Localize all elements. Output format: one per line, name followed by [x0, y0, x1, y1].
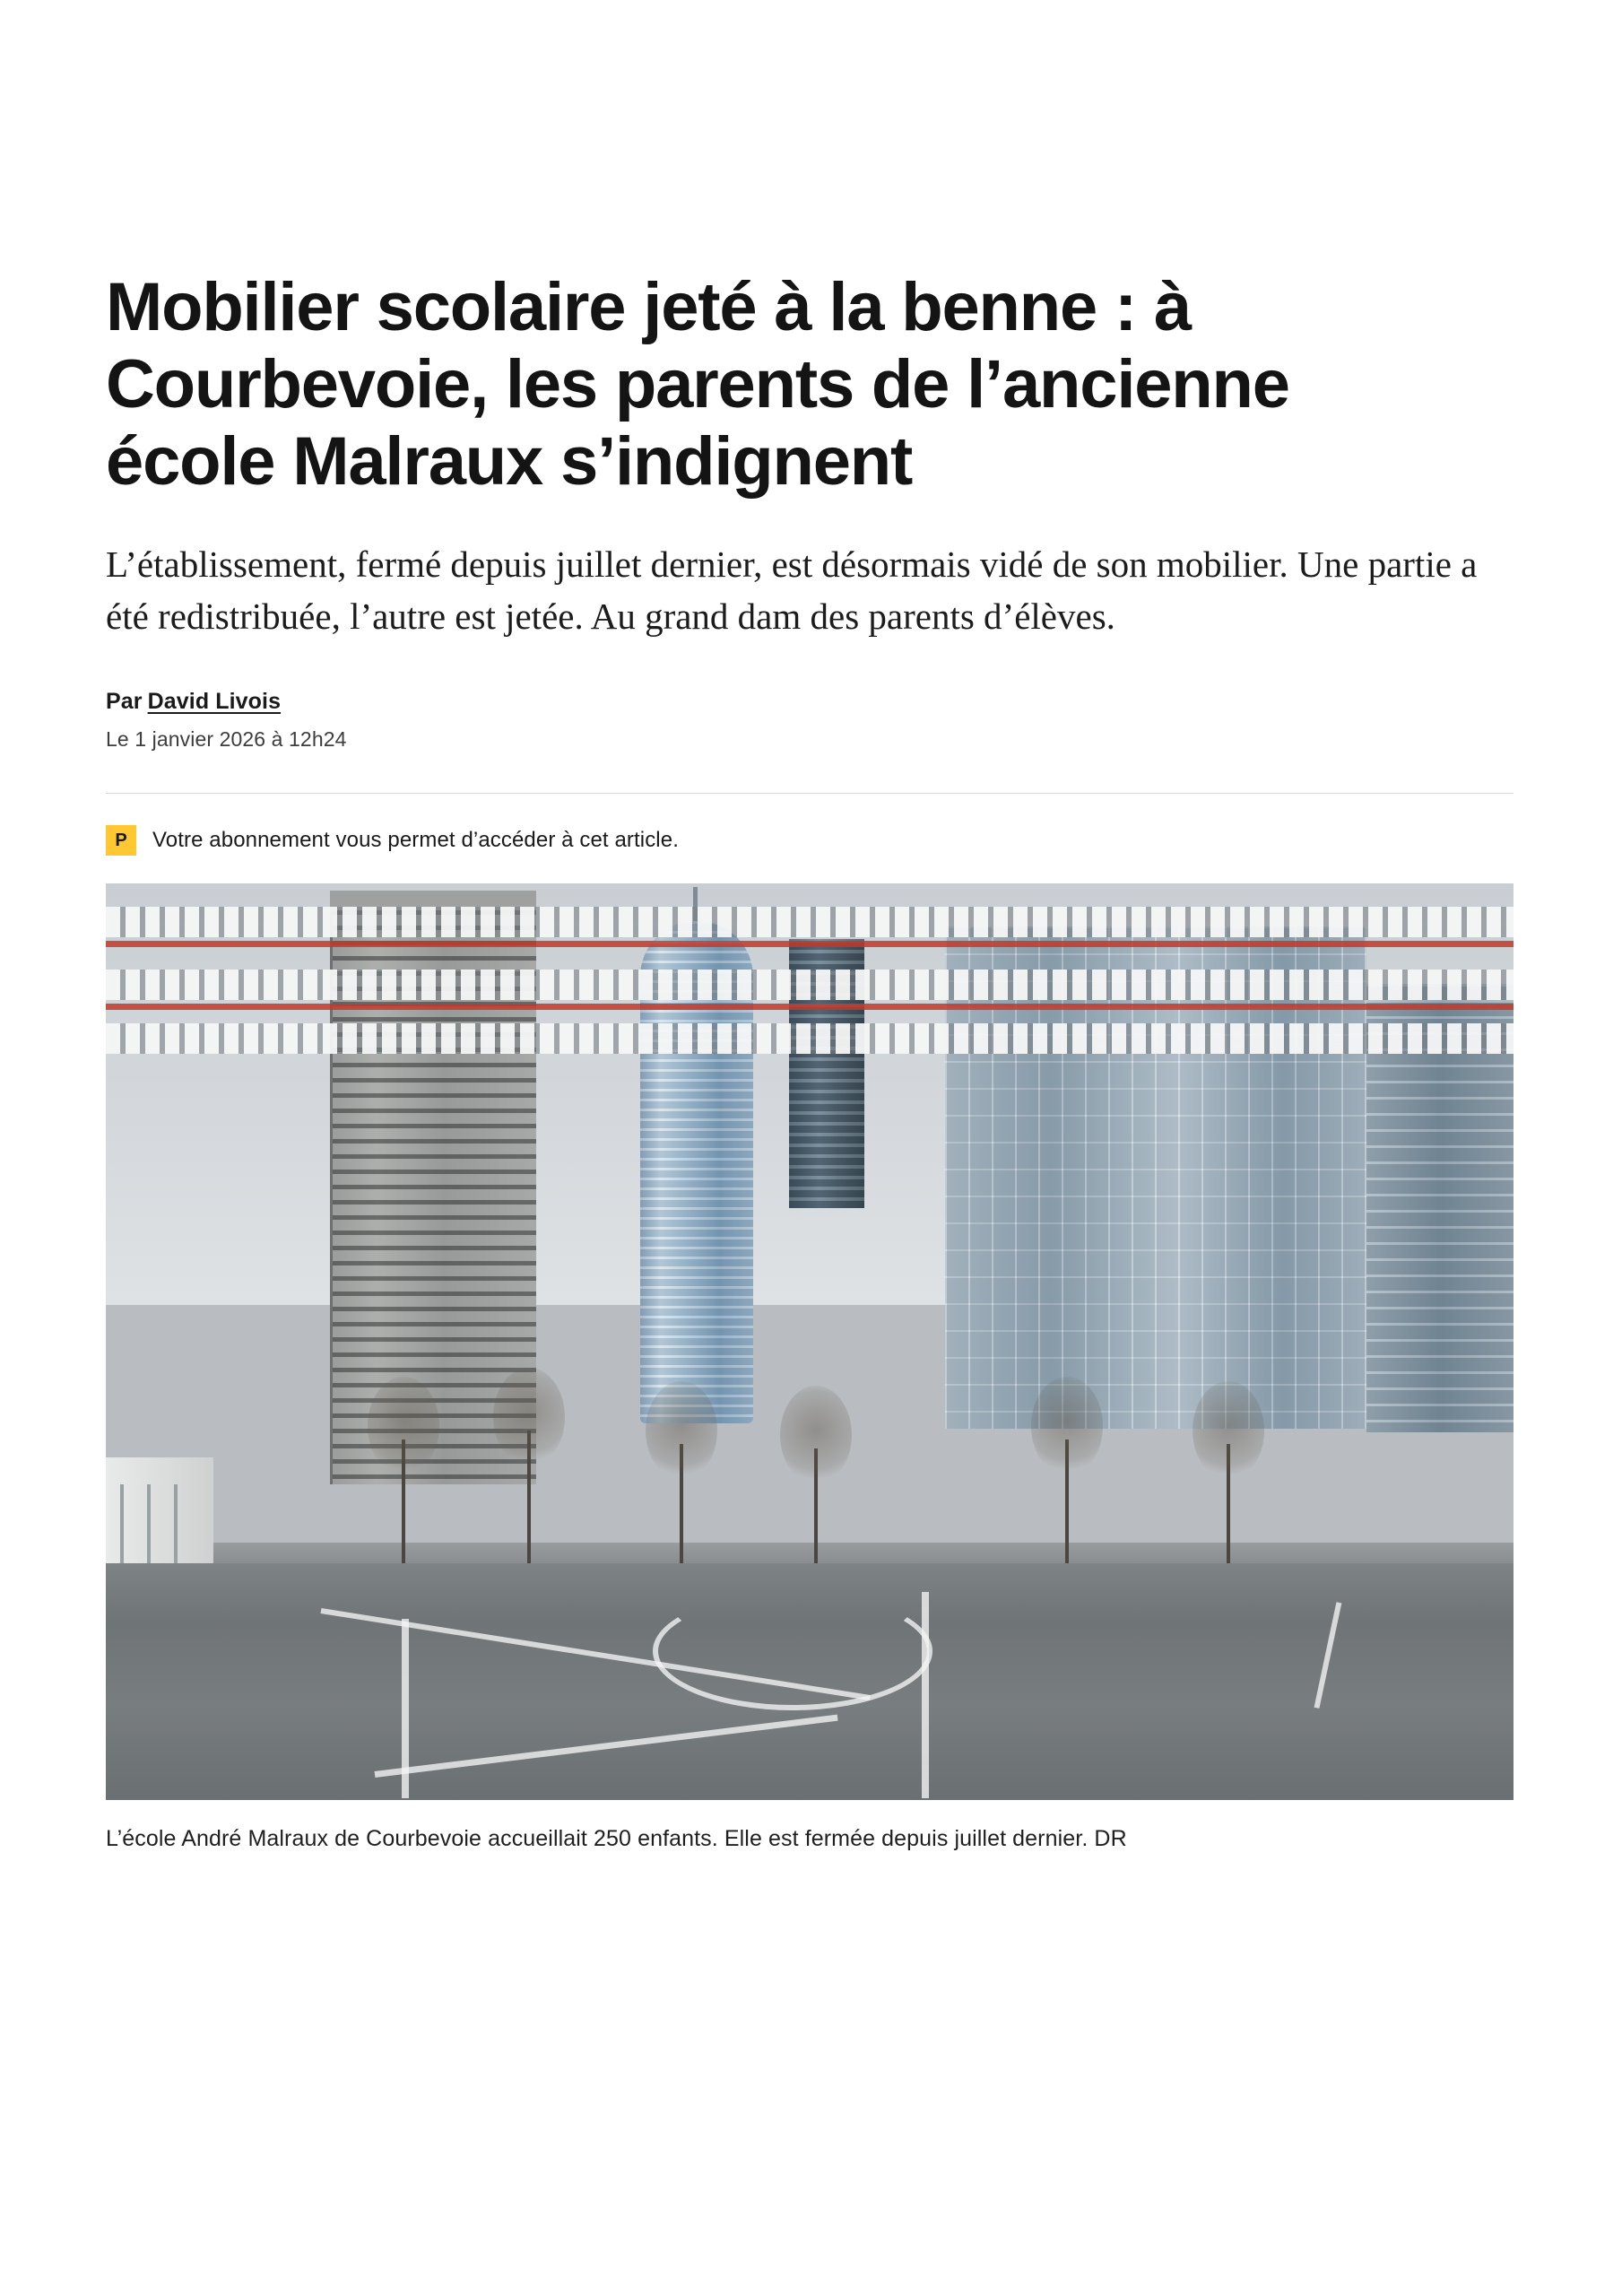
- image-school-red-band: [106, 941, 1514, 947]
- image-school-building: [106, 883, 1514, 1063]
- image-caption: L’école André Malraux de Courbevoie accueillait 250 enfants. Elle est fermée depuis juillet dernier. DR: [106, 1826, 1127, 1852]
- article-standfirst: L’établissement, fermé depuis juillet dernier, est désormais vidé de son mobilier. Une partie a été redistribuée, l’autre est jetée. Au grand dam des parents d’élèves.: [106, 543, 1478, 637]
- article-container: [106, 0, 1514, 1869]
- image-school-window-row: [106, 1023, 1514, 1054]
- image-school-window-row: [106, 970, 1514, 1000]
- byline: [106, 689, 1514, 715]
- image-school-window-row: [106, 907, 1514, 937]
- page-title: Mobilier scolaire jeté à la benne : à Courbevoie, les parents de l’ancienne école Malraux s’indignent: [106, 269, 1289, 500]
- image-playground-line: [922, 1592, 929, 1798]
- image-playground-line: [402, 1619, 409, 1798]
- image-playground-circle-marking: [653, 1592, 932, 1710]
- premium-notice: [106, 822, 1514, 858]
- image-school-red-band: [106, 1004, 1514, 1010]
- article-image: [106, 883, 1514, 1800]
- header-divider: [106, 793, 1514, 794]
- author-link[interactable]: David Livois: [147, 689, 282, 715]
- article-figure: [106, 883, 1514, 1855]
- publish-timestamp: Le 1 janvier 2026 à 12h24: [106, 727, 347, 752]
- image-building-mirror-facade: [945, 926, 1366, 1429]
- byline-prefix: Par: [106, 689, 143, 715]
- premium-notice-text: Votre abonnement vous permet d’accéder à cet article.: [152, 828, 679, 853]
- premium-badge-icon: P: [106, 825, 136, 856]
